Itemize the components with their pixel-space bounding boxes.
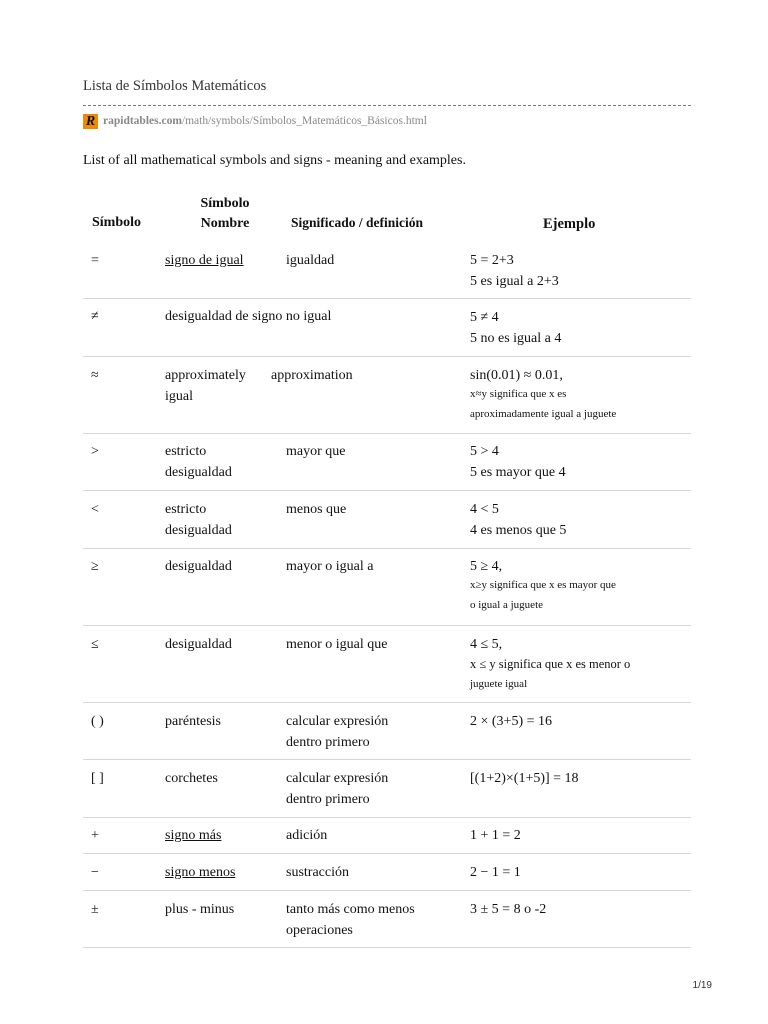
intro-text: List of all mathematical symbols and signs - meaning and examples. — [83, 153, 466, 168]
row-name: plus - minus — [165, 902, 235, 917]
example-line: 5 ≠ 4 — [470, 310, 499, 325]
row-name-link[interactable]: signo de igual — [165, 253, 244, 268]
rapidtables-logo-icon: R — [83, 114, 98, 129]
row-symbol: < — [91, 502, 99, 517]
row-definition: sustracción — [286, 865, 349, 880]
example-line: 2 × (3+5) = 16 — [470, 714, 553, 729]
page-title: Lista de Símbolos Matemáticos — [83, 78, 267, 94]
example-line: 5 es mayor que 4 — [470, 465, 566, 480]
header-nombre-line2: Nombre — [200, 216, 250, 231]
row-example — [470, 250, 691, 292]
example-line: 4 es menos que 5 — [470, 523, 567, 538]
example-line: 3 ± 5 = 8 o -2 — [470, 902, 547, 917]
row-example — [470, 307, 691, 349]
row-symbol: ≠ — [91, 309, 99, 324]
example-line: 5 ≥ 4, — [470, 559, 503, 574]
row-symbol: ± — [91, 902, 99, 917]
row-name: desigualdad de signo no igual — [165, 309, 332, 324]
row-symbol: > — [91, 444, 99, 459]
row-example — [470, 556, 691, 616]
row-divider — [83, 356, 691, 357]
row-divider — [83, 298, 691, 299]
row-definition: calcular expresión dentro primero — [286, 714, 389, 750]
row-example — [470, 634, 691, 695]
example-line: [(1+2)×(1+5)] = 18 — [470, 771, 579, 786]
row-divider — [83, 890, 691, 891]
row-symbol: [ ] — [91, 771, 104, 786]
example-line: sin(0.01) ≈ 0.01, — [470, 368, 563, 383]
row-symbol: + — [91, 828, 99, 843]
row-name-link[interactable]: signo más — [165, 828, 222, 843]
row-definition: menor o igual que — [286, 637, 388, 652]
row-divider — [83, 817, 691, 818]
row-definition: mayor que — [286, 444, 346, 459]
row-symbol: ≈ — [91, 368, 99, 383]
row-divider — [83, 548, 691, 549]
row-name: paréntesis — [165, 714, 221, 729]
row-definition: menos que — [286, 502, 347, 517]
row-definition: mayor o igual a — [286, 559, 374, 574]
example-line: 4 ≤ 5, — [470, 637, 503, 652]
header-nombre — [180, 194, 270, 234]
row-example — [470, 711, 691, 732]
header-significado: Significado / definición — [291, 215, 424, 230]
row-example — [470, 899, 691, 920]
page-number: 1/19 — [692, 980, 712, 991]
row-name-link[interactable]: signo menos — [165, 865, 236, 880]
example-line: juguete igual — [470, 678, 528, 690]
header-nombre-line1: Símbolo — [200, 196, 250, 211]
example-line: 5 no es igual a 4 — [470, 331, 562, 346]
example-line: x≈y significa que x es — [470, 388, 567, 400]
header-simbolo: Símbolo — [92, 215, 142, 230]
example-line: 2 − 1 = 1 — [470, 865, 521, 880]
header-ejemplo: Ejemplo — [543, 216, 596, 232]
row-example — [470, 499, 691, 541]
row-name: desigualdad — [165, 637, 232, 652]
row-definition: calcular expresión dentro primero — [286, 771, 389, 807]
example-line: 5 es igual a 2+3 — [470, 274, 559, 289]
row-definition: tanto más como menos operaciones — [286, 902, 415, 938]
source-domain: rapidtables.com — [103, 115, 182, 127]
example-line: x ≤ y significa que x es menor o — [470, 657, 631, 671]
row-example — [470, 862, 691, 883]
example-line: o igual a juguete — [470, 599, 544, 611]
source-path: /math/symbols/Símbolos_Matemáticos_Básicos.html — [181, 115, 427, 127]
row-divider — [83, 433, 691, 434]
row-example — [470, 365, 691, 425]
row-divider — [83, 702, 691, 703]
row-definition: adición — [286, 828, 328, 843]
example-line: x≥y significa que x es mayor que — [470, 579, 616, 591]
row-symbol: ( ) — [91, 714, 104, 729]
row-divider — [83, 625, 691, 626]
row-example — [470, 441, 691, 483]
row-divider — [83, 759, 691, 760]
row-name: estricto desigualdad — [165, 444, 232, 480]
row-name: estricto desigualdad — [165, 502, 232, 538]
row-definition: igualdad — [286, 253, 335, 268]
row-example — [470, 768, 691, 789]
row-symbol: ≥ — [91, 559, 99, 574]
row-divider — [83, 947, 691, 948]
row-definition: approximation — [271, 368, 353, 383]
example-line: aproximadamente igual a juguete — [470, 408, 617, 420]
example-line: 5 > 4 — [470, 444, 499, 459]
example-line: 1 + 1 = 2 — [470, 828, 521, 843]
row-symbol: − — [91, 865, 99, 880]
row-name: corchetes — [165, 771, 218, 786]
row-example — [470, 825, 691, 846]
row-name: desigualdad — [165, 559, 232, 574]
example-line: 5 = 2+3 — [470, 253, 514, 268]
row-symbol: ≤ — [91, 637, 99, 652]
source-link[interactable] — [83, 112, 427, 130]
row-symbol: = — [91, 253, 99, 268]
title-divider — [83, 105, 691, 106]
row-divider — [83, 490, 691, 491]
example-line: 4 < 5 — [470, 502, 499, 517]
row-divider — [83, 853, 691, 854]
row-name: approximately igual — [165, 368, 246, 404]
